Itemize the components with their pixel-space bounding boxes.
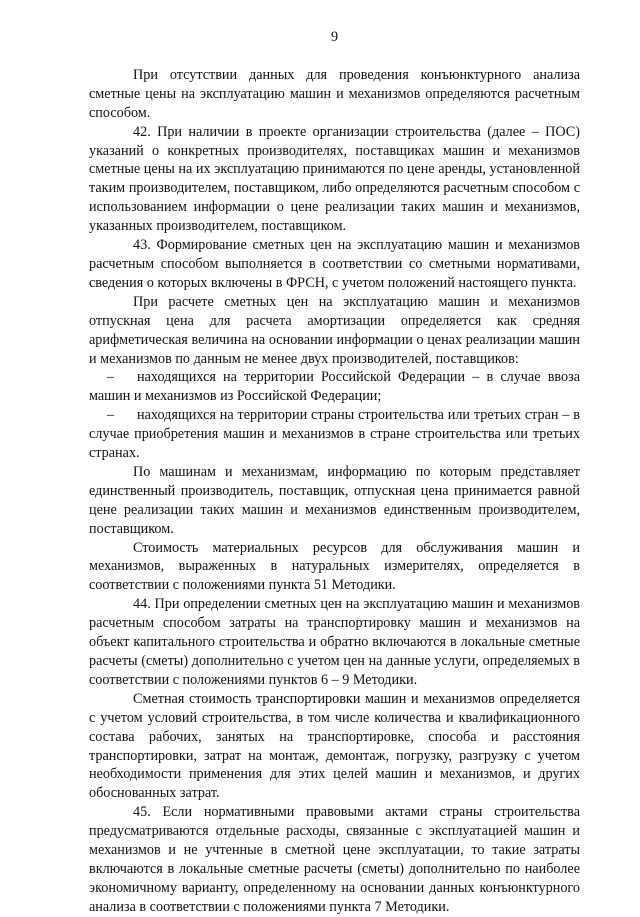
paragraph-item-45: 45. Если нормативными правовыми актами страны строительства предусматриваются отдельные расходы, связанные с эксплуатацией машин и механизмов и не учтенные в сметной цене эксплуатации, то такие затраты включаются в локальные сметные расчеты (сметы) дополнительно по наиболее экономичному варианту, определенному на основании данных конъюнктурного анализа в соответствии с положениями пункта 7 Методики. <box>89 804 580 915</box>
dash-item-construction-country <box>89 406 580 463</box>
paragraph-item-43: 43. Формирование сметных цен на эксплуатацию машин и механизмов расчетным способом выполняется в соответствии со сметными нормативами, сведения о которых включены в ФРСН, с учетом положений настоящего пункта. <box>89 237 580 291</box>
dash-marker: – <box>107 407 115 424</box>
dash-item-russia <box>89 368 580 406</box>
paragraph-material-resources: Стоимость материальных ресурсов для обслуживания машин и механизмов, выраженных в натуральных измерителях, определяется в соответствии с положениями пункта 51 Методики. <box>89 539 580 594</box>
body-text <box>89 66 580 917</box>
paragraph-item-44: 44. При определении сметных цен на эксплуатацию машин и механизмов расчетным способом затраты на транспортировку машин и механизмов на объект капитального строительства и обратно включаются в локальные сметные расчеты (сметы) дополнительно с учетом цен на данные услуги, определяемых в соответствии с положениями пунктов 6 – 9 Методики. <box>89 596 580 688</box>
paragraph-item-42: 42. При наличии в проекте организации строительства (далее – ПОС) указаний о конкретных производителях, поставщиках машин и механизмов сметные цены на их эксплуатацию принимаются по цене аренды, установленной таким производителем, поставщиком, либо определяются расчетным способом с использованием информации о цене реализации таких машин и механизмов, указанных производителем, поставщиком. <box>89 123 580 235</box>
paragraph-single-producer: По машинам и механизмам, информацию по которым представляет единственный производитель, поставщик, отпускная цена принимается равной цене реализации таких машин и механизмов единственным производителем, поставщиком. <box>89 463 580 537</box>
paragraph-1: При отсутствии данных для проведения конъюнктурного анализа сметные цены на эксплуатацию машин и механизмов определяются расчетным способом. <box>89 66 580 121</box>
dash-marker: – <box>107 369 115 386</box>
dash-item-text: находящихся на территории Российской Федерации – в случае ввоза машин и механизмов из Российской Федерации; <box>89 369 580 405</box>
dash-item-text: находящихся на территории страны строительства или третьих стран – в случае приобретения машин и механизмов в стране строительства или третьих странах. <box>89 407 580 462</box>
page-number: 9 <box>330 29 339 45</box>
paragraph-transport-cost: Сметная стоимость транспортировки машин и механизмов определяется с учетом условий строительства, в том числе количества и квалификационного состава рабочих, занятых на транспортировке, способа и расстояния транспортировки, затрат на монтаж, демонтаж, погрузку, разгрузку с учетом необходимости применения для этих целей машин и механизмов, и других обоснованных затрат. <box>89 690 580 802</box>
paragraph-amortization-price: При расчете сметных цен на эксплуатацию машин и механизмов отпускная цена для расчета амортизации определяется как средняя арифметическая величина на основании информации о ценах реализации машин и механизмов по данным не менее двух производителей, поставщиков: <box>89 293 580 367</box>
